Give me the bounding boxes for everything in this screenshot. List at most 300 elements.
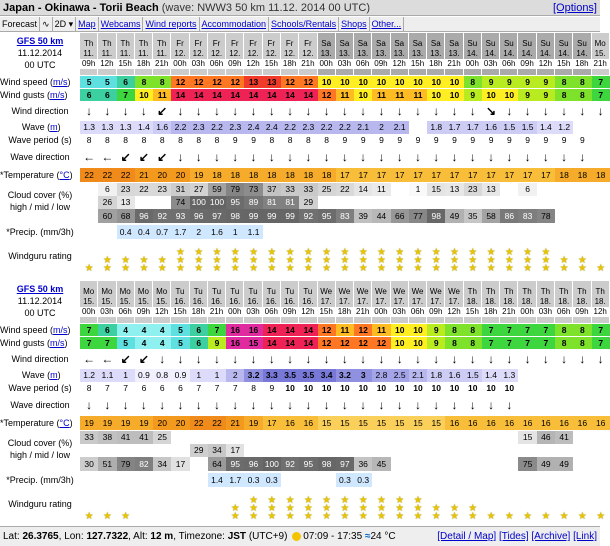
alt-label: Alt: [133, 531, 148, 542]
rating-star-icon: ★ [468, 511, 478, 522]
wave-direction-cell [482, 395, 500, 415]
wind-gusts-cell: 5 [171, 337, 189, 349]
day-date: 14. [576, 49, 588, 58]
wave-cell: 2.8 [372, 369, 390, 382]
temperature-cell: 20 [171, 416, 189, 430]
day-date: 17. [375, 297, 387, 306]
wind-direction-cell [427, 102, 445, 120]
day-date: 18. [558, 297, 570, 306]
wave-arrow-icon: ↓ [305, 150, 312, 164]
wave-arrow-icon: ↓ [268, 150, 275, 164]
wind-direction-cell [445, 350, 463, 368]
wind-arrow-icon: ↓ [341, 104, 348, 118]
day-date: 17. [411, 297, 424, 306]
schools-link[interactable]: Schools/Rentals [269, 17, 339, 31]
wave-direction-cell [263, 395, 281, 415]
cloud-mid-cell [391, 444, 409, 457]
tz-label: Timezone: [178, 531, 225, 542]
wave-cell: 2.3 [226, 121, 244, 134]
wave-arrow-icon: ↓ [451, 150, 458, 164]
wave-direction-cell [318, 395, 336, 415]
cloud-mid-cell [427, 196, 445, 209]
rating-star-icon: ★ [376, 503, 386, 514]
wave-direction-cell [263, 147, 281, 167]
rating-cell [318, 240, 336, 273]
wind-speed-cell: 12 [354, 324, 372, 336]
wave-cell: 3 [354, 369, 372, 382]
cloud-high-cell [190, 431, 208, 444]
wind-arrow-icon: ↓ [414, 104, 421, 118]
tz-value: JST [227, 531, 247, 542]
day-date: 13. [430, 49, 442, 58]
rating-star-icon: ★ [358, 247, 368, 258]
rating-star-icon: ★ [157, 263, 167, 274]
wave-direction-cell [354, 147, 372, 167]
temperature-cell: 17 [445, 168, 463, 182]
wind-gusts-cell: 4 [153, 337, 171, 349]
wave-direction-cell [372, 147, 390, 167]
rating-cell [208, 488, 226, 521]
rating-star-icon: ★ [340, 247, 350, 258]
rating-cell [592, 488, 610, 521]
detail-map-link[interactable]: [Detail / Map] [437, 531, 497, 542]
rating-star-icon: ★ [285, 247, 295, 258]
wave-period-cell: 8 [190, 134, 208, 147]
day-header [336, 281, 354, 323]
wind-gusts-cell: 14 [263, 89, 281, 101]
cloud-low-cell [555, 209, 573, 223]
rating-star-icon: ★ [230, 503, 240, 514]
wave-direction-cell [445, 147, 463, 167]
day-header [208, 281, 226, 323]
wind-arrow-icon: ↓ [323, 352, 330, 366]
rating-star-icon: ★ [121, 263, 131, 274]
rating-star-icon: ★ [267, 263, 277, 274]
rating-star-icon: ★ [121, 255, 131, 266]
cloud-high-cell: 23 [153, 183, 171, 196]
rating-star-icon: ★ [541, 255, 551, 266]
temperature-cell: 17 [391, 168, 409, 182]
wind-speed-cell: 12 [281, 76, 299, 88]
wind-gusts-cell: 9 [208, 337, 226, 349]
wave-arrow-icon: ↓ [341, 398, 348, 412]
wave-direction-cell [117, 395, 135, 415]
precip-cell [263, 225, 281, 239]
rating-cell [500, 488, 518, 521]
wind-speed-cell: 12 [226, 76, 244, 88]
day-date: 18. [466, 297, 478, 306]
wind-speed-cell: 8 [573, 76, 591, 88]
wave-cell: 2.2 [318, 121, 336, 134]
wave-cell: 3.5 [299, 369, 317, 382]
day-header [336, 33, 354, 75]
wave-direction-cell [372, 395, 390, 415]
day-date: 17. [338, 297, 350, 306]
chart-icon[interactable]: ∿ [40, 17, 53, 31]
wave-direction-cell [555, 395, 573, 415]
cloud-mid-cell [409, 444, 427, 457]
wave-period-cell [573, 382, 591, 395]
wind-arrow-icon: ↙ [157, 104, 168, 118]
rating-star-icon: ★ [523, 255, 533, 266]
day-name: We [375, 287, 387, 296]
wind-direction-cell [281, 350, 299, 368]
rating-star-icon: ★ [541, 247, 551, 258]
cloud-mid-cell [427, 444, 445, 457]
wind-direction-cell [409, 102, 427, 120]
wind-arrow-icon: ← [101, 352, 114, 366]
wind-speed-cell: 8 [464, 76, 482, 88]
wind-gusts-cell: 7 [537, 337, 555, 349]
precip-cell: 1.1 [244, 225, 262, 239]
temperature-cell: 17 [518, 168, 536, 182]
wave-direction-cell [409, 147, 427, 167]
temperature-cell: 17 [409, 168, 427, 182]
wave-direction-cell [98, 395, 116, 415]
hour: 18h [282, 59, 297, 68]
wind-arrow-icon: ↓ [287, 352, 294, 366]
precip-cell: 0.7 [153, 225, 171, 239]
day-date: 16. [210, 297, 223, 306]
wind-speed-cell: 7 [80, 324, 98, 336]
wind-direction-cell [135, 350, 153, 368]
cloud-high-cell [171, 431, 189, 444]
wind-direction-cell [153, 102, 171, 120]
wind-speed-cell: 16 [226, 324, 244, 336]
tides-link[interactable]: [Tides] [498, 531, 529, 542]
rating-star-icon: ★ [322, 511, 332, 522]
temperature-cell: 17 [354, 168, 372, 182]
wind-speed-cell: 9 [500, 76, 518, 88]
wind-gusts-cell: 14 [208, 89, 226, 101]
wind-gusts-cell: 9 [537, 89, 555, 101]
rating-cell [171, 488, 189, 521]
precip-cell [372, 473, 390, 487]
hour: 06h [556, 307, 571, 316]
wind-gusts-cell: 14 [190, 89, 208, 101]
hour: 03h [337, 59, 352, 68]
day-name: Mo [137, 287, 149, 296]
hour: 00h [465, 59, 479, 68]
rating-star-icon: ★ [358, 255, 368, 266]
day-date: 17. [357, 297, 369, 306]
cloud-high-cell [573, 183, 591, 196]
hour: 15h [556, 59, 571, 68]
cloud-low-cell [391, 457, 409, 471]
wind-arrow-icon: ↓ [268, 104, 275, 118]
day-header [592, 33, 610, 75]
wave-arrow-icon: ↓ [396, 398, 403, 412]
wave-direction-cell [445, 395, 463, 415]
mode-select[interactable]: 2D ▾ [53, 17, 77, 31]
rating-star-icon: ★ [577, 263, 587, 274]
cloud-low-cell: 92 [153, 209, 171, 223]
wind-direction-cell [409, 350, 427, 368]
rating-cell [391, 240, 409, 273]
map-link[interactable]: Map [76, 17, 99, 31]
rating-star-icon: ★ [285, 495, 295, 506]
rating-star-icon: ★ [395, 247, 405, 258]
wave-direction-cell [318, 147, 336, 167]
wave-cell: 3.2 [244, 369, 262, 382]
wave-period-cell: 9 [336, 134, 354, 147]
rating-star-icon: ★ [577, 255, 587, 266]
temperature-cell: 15 [336, 416, 354, 430]
wave-arrow-icon: ↓ [506, 150, 513, 164]
day-date: 12. [284, 49, 296, 58]
cloud-low-cell: 45 [372, 457, 390, 471]
rating-star-icon: ★ [486, 511, 496, 522]
wind-gusts-cell: 10 [445, 89, 463, 101]
wind-arrow-icon: ↓ [524, 104, 531, 118]
wave-direction-cell [555, 147, 573, 167]
cloud-high-cell [244, 431, 262, 444]
sun-icon [292, 532, 301, 541]
wind-arrow-icon: ↓ [214, 104, 220, 118]
cloud-low-cell: 75 [518, 457, 536, 471]
precip-cell: 0.3 [336, 473, 354, 487]
day-header [372, 33, 390, 75]
wind-direction-cell [281, 102, 299, 120]
wave-direction-cell [518, 395, 536, 415]
wind-speed-label: Wind speed (m/s) [0, 77, 71, 87]
precip-cell [573, 225, 591, 239]
precip-cell: 0.3 [354, 473, 372, 487]
rating-cell [98, 240, 116, 273]
day-name: Su [467, 39, 478, 48]
rating-star-icon: ★ [285, 511, 295, 522]
rating-star-icon: ★ [413, 263, 423, 274]
wave-period-cell: 7 [190, 382, 208, 395]
day-date: 11. [119, 49, 131, 58]
wave-cell: 0.8 [153, 369, 171, 382]
wave-cell: 1.3 [500, 369, 518, 382]
rating-star-icon: ★ [249, 263, 259, 274]
hour: 18h [191, 307, 205, 316]
wind-reports-link[interactable]: Wind reports [143, 17, 199, 31]
wind-arrow-icon: ↓ [579, 352, 586, 366]
wind-direction-label: Wind direction [11, 106, 69, 116]
cloud-high-cell [500, 183, 518, 196]
wave-direction-cell [171, 147, 189, 167]
archive-link[interactable]: [Archive] [531, 531, 571, 542]
cloud-high-cell [226, 431, 244, 444]
run-utc: 00 UTC [24, 60, 56, 70]
day-header [427, 281, 445, 323]
precip-cell [409, 473, 427, 487]
rating-cell [573, 240, 591, 273]
wind-arrow-icon: ↙ [120, 352, 131, 366]
wave-period-cell [555, 382, 573, 395]
day-header [555, 33, 573, 75]
wave-period-cell: 10 [372, 382, 390, 395]
precip-cell [336, 225, 354, 239]
day-name: Th [595, 287, 605, 296]
rating-star-icon: ★ [358, 263, 368, 274]
wind-direction-cell [171, 350, 189, 368]
wind-arrow-icon: ↓ [195, 352, 202, 366]
hour: 06h [502, 59, 516, 68]
day-date: 16. [302, 297, 314, 306]
temperature-cell: 19 [190, 168, 208, 182]
cloud-high-cell: 33 [281, 183, 299, 196]
cloud-low-cell: 97 [208, 209, 226, 223]
wave-direction-cell [537, 147, 555, 167]
rating-star-icon: ★ [303, 495, 313, 506]
cloud-low-cell: 34 [153, 457, 171, 471]
shops-link[interactable]: Shops [339, 17, 370, 31]
day-header [190, 33, 208, 75]
cloud-mid-cell [482, 196, 500, 209]
temperature-cell: 17 [427, 168, 445, 182]
wave-arrow-icon: ↓ [451, 398, 458, 412]
wave-period-cell: 6 [135, 382, 153, 395]
cloud-low-cell: 98 [226, 209, 244, 223]
cloud-cover-label: Cloud cover (%) high / mid / low [7, 438, 73, 460]
cloud-high-cell: 15 [427, 183, 445, 196]
day-name: Th [558, 287, 569, 296]
day-date: 12. [210, 49, 223, 58]
day-date: 17. [430, 297, 442, 306]
rating-star-icon: ★ [230, 247, 240, 258]
wave-direction-cell [592, 395, 610, 415]
rating-star-icon: ★ [230, 255, 240, 266]
options-link[interactable]: [Options] [552, 2, 597, 14]
day-name: Th [540, 287, 551, 296]
cloud-low-cell: 93 [171, 209, 189, 223]
cloud-mid-cell [464, 196, 482, 209]
hour: 21h [155, 59, 169, 68]
rating-star-icon: ★ [157, 255, 167, 266]
cloud-low-cell: 30 [80, 457, 98, 471]
other-link[interactable]: Other... [370, 17, 405, 31]
cloud-cover-label: Cloud cover (%) high / mid / low [7, 190, 73, 212]
cloud-mid-cell: 17 [226, 444, 244, 457]
precip-cell [354, 225, 372, 239]
wind-gusts-cell: 9 [464, 89, 482, 101]
rating-star-icon: ★ [577, 511, 587, 522]
wave-arrow-icon: ↓ [104, 398, 111, 412]
wind-direction-cell [171, 102, 189, 120]
day-header [135, 33, 153, 75]
day-date: 15. [137, 297, 149, 306]
day-date: 17. [320, 297, 332, 306]
wave-cell: 1 [190, 369, 208, 382]
wind-direction-cell [482, 102, 500, 120]
wind-gusts-cell: 4 [135, 337, 153, 349]
precip-cell [518, 225, 536, 239]
day-name: Tu [211, 287, 222, 296]
day-name: Fr [304, 39, 312, 48]
wave-cell: 1 [208, 369, 226, 382]
wind-gusts-cell: 7 [592, 89, 610, 101]
rating-star-icon: ★ [468, 247, 478, 258]
hour: 09h [575, 307, 589, 316]
wind-speed-cell: 10 [445, 76, 463, 88]
rating-cell [208, 240, 226, 273]
wind-speed-label: Wind speed (m/s) [0, 325, 71, 335]
day-header [281, 281, 299, 323]
day-date: 16. [192, 297, 204, 306]
day-header [190, 281, 208, 323]
day-date: 16. [174, 297, 186, 306]
webcams-link[interactable]: Webcams [99, 17, 144, 31]
wind-direction-cell [427, 350, 445, 368]
day-name: Sa [430, 39, 441, 48]
wave-cell: 1.4 [135, 121, 153, 134]
wave-direction-cell [208, 395, 226, 415]
accommodation-link[interactable]: Accommodation [200, 17, 270, 31]
wind-speed-cell: 8 [573, 324, 591, 336]
rating-star-icon: ★ [431, 255, 441, 266]
day-header [263, 33, 281, 75]
wind-speed-cell: 4 [135, 324, 153, 336]
cloud-mid-cell [318, 196, 336, 209]
link-link[interactable]: [Link] [573, 531, 597, 542]
hour: 09h [81, 59, 96, 68]
wave-period-cell: 8 [244, 382, 262, 395]
day-header [153, 281, 171, 323]
rating-star-icon: ★ [303, 263, 313, 274]
rating-cell [80, 240, 98, 273]
cloud-high-cell [464, 431, 482, 444]
cloud-mid-cell: 29 [299, 196, 317, 209]
cloud-mid-cell [464, 444, 482, 457]
wind-direction-cell [226, 350, 244, 368]
wave-direction-cell [190, 395, 208, 415]
wind-direction-cell [244, 350, 262, 368]
model-link[interactable]: GFS 50 km [16, 36, 64, 46]
model-link[interactable]: GFS 50 km [16, 284, 64, 294]
day-header [391, 281, 409, 323]
day-date: 13. [393, 49, 405, 58]
cloud-high-cell: 37 [263, 183, 281, 196]
rating-cell [244, 488, 262, 521]
forecast-tab[interactable]: Forecast [0, 17, 40, 31]
day-header [98, 33, 116, 75]
wind-gusts-cell: 14 [299, 337, 317, 349]
wave-direction-cell [226, 147, 244, 167]
rating-star-icon: ★ [194, 263, 204, 274]
wave-period-cell: 8 [153, 134, 171, 147]
day-date: 12. [229, 49, 241, 58]
wind-speed-cell: 13 [263, 76, 281, 88]
wind-speed-cell: 12 [208, 76, 226, 88]
wind-arrow-icon: ↓ [506, 352, 513, 366]
hour: 18h [575, 59, 589, 68]
temperature-cell: 20 [153, 416, 171, 430]
rating-cell [135, 488, 153, 521]
hour: 06h [209, 59, 224, 68]
wind-gusts-cell: 16 [226, 337, 244, 349]
wind-direction-cell [299, 350, 317, 368]
wave-direction-cell [354, 395, 372, 415]
hour: 00h [228, 307, 242, 316]
cloud-mid-cell [171, 444, 189, 457]
rating-star-icon: ★ [102, 255, 112, 266]
wind-speed-cell: 12 [171, 76, 189, 88]
cloud-mid-cell [500, 444, 518, 457]
day-header [135, 281, 153, 323]
cloud-high-cell [263, 431, 281, 444]
temperature-cell: 18 [318, 168, 336, 182]
wind-speed-cell: 11 [372, 324, 390, 336]
cloud-low-cell: 98 [318, 457, 336, 471]
cloud-mid-cell [555, 444, 573, 457]
rating-cell [354, 488, 372, 521]
precip-cell [500, 225, 518, 239]
wave-cell: 1.3 [80, 121, 98, 134]
